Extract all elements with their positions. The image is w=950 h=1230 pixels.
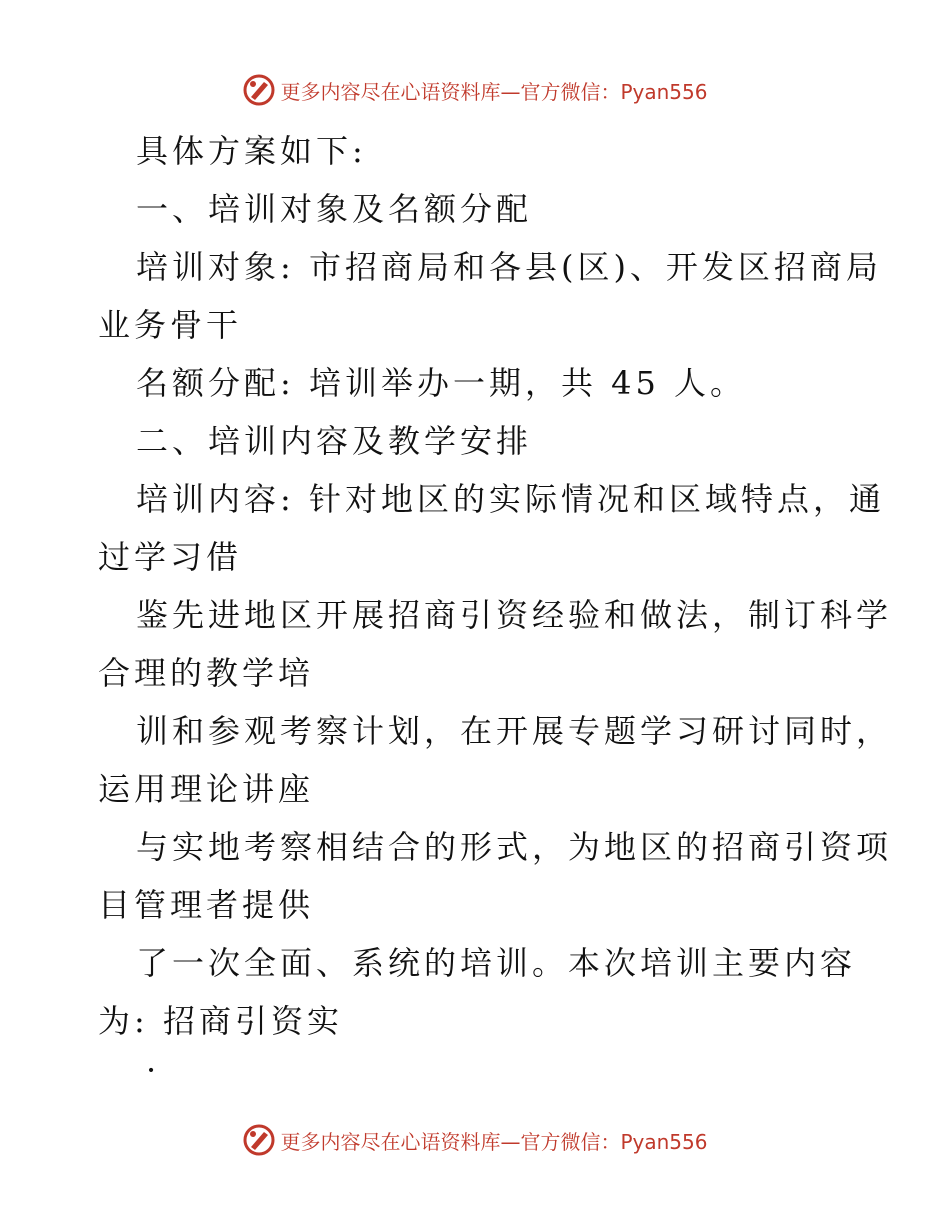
text-line: 了一次全面、系统的培训。本次培训主要内容 [136, 944, 857, 982]
text-line: 具体方案如下: [136, 132, 367, 170]
text-line: 目管理者提供 [98, 886, 315, 924]
text-line: 与实地考察相结合的形式，为地区的招商引资项 [136, 828, 893, 866]
document-body [98, 122, 893, 1090]
text-line: 运用理论讲座 [98, 770, 315, 808]
text-line: 培训对象: 市招商局和各县(区)、开发区招商局 [136, 248, 882, 286]
header-banner-text: 更多内容尽在心语资料库—官方微信：Pyan556 [280, 79, 708, 104]
pen-logo-icon [242, 73, 276, 107]
text-line: 鉴先进地区开展招商引资经验和做法，制订科学 [136, 596, 893, 634]
pen-logo-icon [242, 1123, 276, 1157]
text-line: 训和参观考察计划，在开展专题学习研讨同时， [136, 712, 893, 750]
footer-banner [0, 1120, 950, 1160]
text-line: 过学习借 [98, 538, 243, 576]
footer-banner-text: 更多内容尽在心语资料库—官方微信：Pyan556 [280, 1129, 708, 1154]
text-line: 为: 招商引资实 [98, 1002, 343, 1040]
text-line: 合理的教学培 [98, 654, 315, 692]
trailing-dot: · [146, 1051, 157, 1089]
text-line: 培训内容: 针对地区的实际情况和区域特点，通 [136, 480, 885, 518]
section-heading: 二、培训内容及教学安排 [136, 422, 533, 460]
text-line: 业务骨干 [98, 306, 243, 344]
section-heading: 一、培训对象及名额分配 [136, 190, 533, 228]
text-line: 名额分配: 培训举办一期，共 45 人。 [136, 364, 747, 402]
header-banner [0, 70, 950, 110]
